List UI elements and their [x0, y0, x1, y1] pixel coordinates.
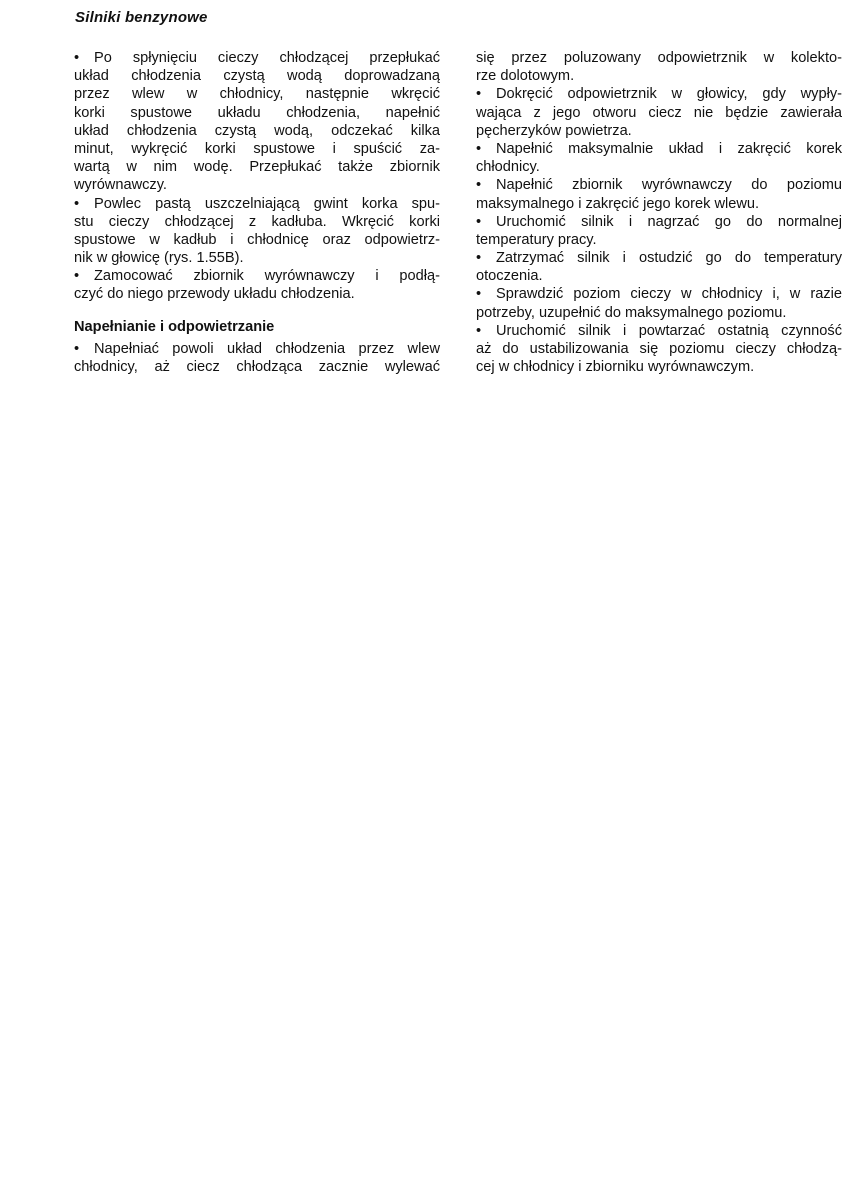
instruction-item-repeat-until-stable [476, 322, 842, 377]
text-line: aż do ustabilizowania się poziomu cieczy chłodzą- [476, 341, 842, 357]
instruction-item-tighten-bleeder [476, 85, 842, 140]
text-line: spustowe w kadłub i chłodnicę oraz odpowietrz- [74, 231, 440, 248]
text-line: Sprawdzić poziom cieczy w chłodnicy i, w razie [496, 286, 842, 303]
text-line: stu cieczy chłodzącej z kadłuba. Wkręcić korki [74, 213, 440, 230]
bullet-marker: • [476, 286, 482, 303]
bullet-marker: • [74, 340, 80, 357]
text-line: otoczenia. [476, 268, 543, 285]
instruction-item-mount-expansion-tank [74, 267, 440, 303]
text-line: Po spłynięciu cieczy chłodzącej przepłukać [94, 50, 440, 66]
text-line: Napełnić maksymalnie układ i zakręcić korek [496, 140, 842, 157]
right-column [476, 49, 842, 376]
bullet-marker: • [74, 268, 80, 285]
text-line: wyrównawczy. [74, 177, 167, 194]
bullet-marker: • [74, 50, 80, 66]
text-line: rze dolotowym. [476, 68, 575, 85]
text-line: Uruchomić silnik i powtarzać ostatnią czynność [496, 322, 842, 339]
text-line: Zamocować zbiornik wyrównawczy i podłą- [94, 268, 440, 285]
instruction-item-stop-engine [476, 249, 842, 285]
bullet-marker: • [476, 250, 482, 267]
text-line: minut, wykręcić korki spustowe i spuścić za- [74, 140, 440, 157]
text-line: maksymalnego i zakręcić jego korek wlewu. [476, 195, 760, 212]
text-line: Napełnić zbiornik wyrównawczy do poziomu [496, 177, 842, 194]
text-line: nik w głowicę (rys. 1.55B). [74, 250, 244, 267]
instruction-item-fill-radiator [476, 140, 842, 176]
bullet-marker: • [476, 213, 482, 230]
text-line: wająca z jego otworu ciecz nie będzie zawierała [476, 104, 842, 121]
instruction-item-seal-drain-plugs [74, 195, 440, 268]
text-line: Dokręcić odpowietrznik w głowicy, gdy wypły- [496, 86, 842, 103]
page-header-title: Silniki benzynowe [75, 9, 208, 26]
text-line: wartą w nim wodę. Przepłukać także zbiornik [74, 159, 440, 176]
text-line: chłodnicy, aż ciecz chłodząca zacznie wylewać [74, 358, 440, 375]
bullet-marker: • [476, 177, 482, 194]
bullet-marker: • [476, 86, 482, 103]
section-heading: Napełnianie i odpowietrzanie [74, 318, 275, 335]
bullet-marker: • [476, 140, 482, 157]
bullet-marker: • [74, 195, 80, 212]
text-line: korki spustowe układu chłodzenia, napełnić [74, 104, 440, 121]
left-column [74, 49, 440, 376]
instruction-item-fill-slowly [74, 340, 440, 376]
text-line: przez wlew w chłodnicy, następnie wkręcić [74, 86, 440, 103]
instruction-item-check-level [476, 285, 842, 321]
text-line: układ chłodzenia czystą wodą, odczekać kilka [74, 122, 440, 139]
text-line: potrzeby, uzupełnić do maksymalnego poziomu. [476, 304, 787, 321]
instruction-item-start-engine [476, 213, 842, 249]
instruction-item-fill-expansion-tank [476, 176, 842, 212]
text-line: układ chłodzenia czystą wodą doprowadzaną [74, 68, 440, 85]
text-line: się przez poluzowany odpowietrznik w kolekto- [476, 50, 842, 66]
text-line: Napełniać powoli układ chłodzenia przez wlew [94, 340, 440, 357]
text-line: pęcherzyków powietrza. [476, 122, 632, 139]
text-line: Uruchomić silnik i nagrzać go do normalnej [496, 213, 842, 230]
bullet-marker: • [476, 322, 482, 339]
text-line: chłodnicy. [476, 159, 540, 176]
instruction-item-rinse-cooling-system [74, 49, 440, 195]
text-line: Powlec pastą uszczelniającą gwint korka spu- [94, 195, 440, 212]
text-line: czyć do niego przewody układu chłodzenia. [74, 286, 355, 303]
text-line: cej w chłodnicy i zbiorniku wyrównawczym. [476, 359, 755, 376]
continuation-text [476, 49, 842, 85]
text-line: Zatrzymać silnik i ostudzić go do temperatury [496, 250, 842, 267]
text-line: temperatury pracy. [476, 231, 597, 248]
